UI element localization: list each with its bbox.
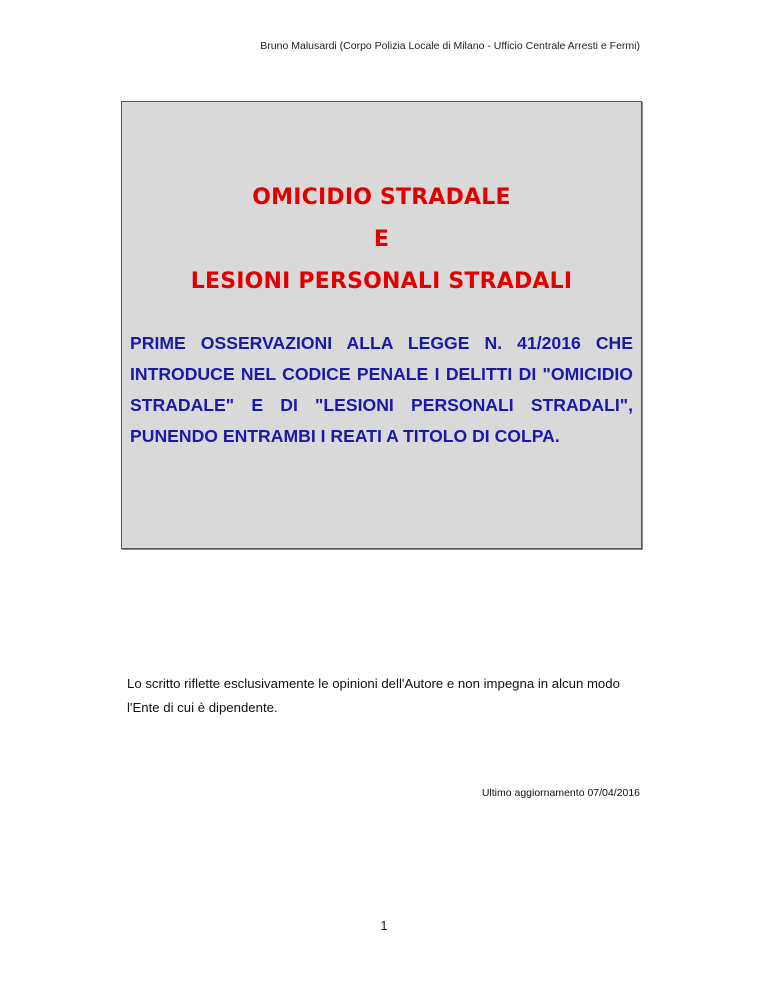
last-updated: Ultimo aggiornamento 07/04/2016 (481, 787, 640, 799)
title-line-2: E (373, 227, 390, 252)
page-number: 1 (380, 919, 388, 933)
document-subtitle: PRIME OSSERVAZIONI ALLA LEGGE N. 41/2016 CHE INTRODUCE NEL CODICE PENALE I DELITTI DI "OMICIDIO STRADALE" E DI "LESIONI PERSONALI STRADALI", PUNENDO ENTRAMBI I REATI A TITOLO DI COLPA. (130, 333, 633, 446)
title-box (121, 101, 642, 549)
title-line-1: OMICIDIO STRADALE (252, 185, 511, 210)
page-header: Bruno Malusardi (Corpo Polizia Locale di Milano - Ufficio Centrale Arresti e Fermi) (260, 40, 640, 52)
title-line-3: LESIONI PERSONALI STRADALI (190, 269, 573, 294)
document-title (122, 177, 641, 303)
disclaimer: Lo scritto riflette esclusivamente le opinioni dell'Autore e non impegna in alcun modo l'Ente di cui è dipendente. (127, 676, 620, 715)
